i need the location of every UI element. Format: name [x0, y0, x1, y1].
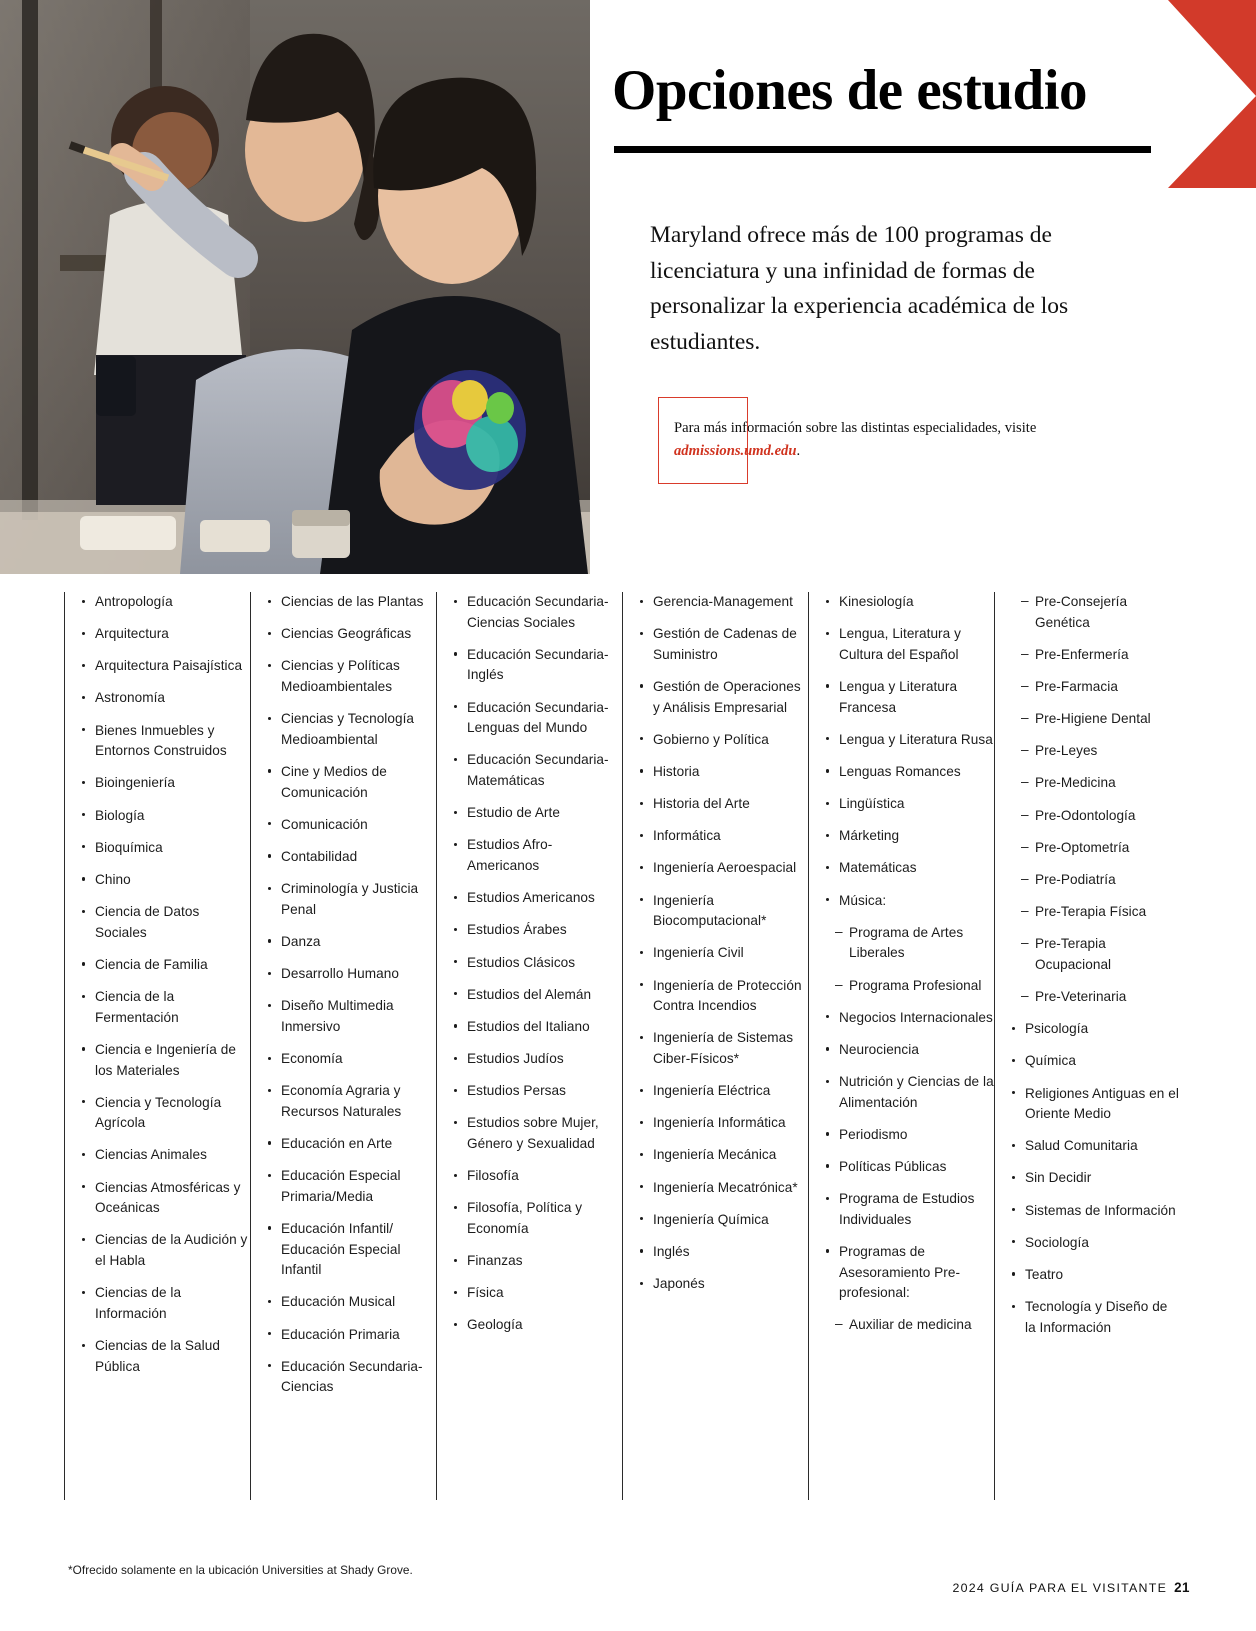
program-list: [267, 592, 436, 1398]
lead-paragraph: Maryland ofrece más de 100 programas de licenciatura y una infinidad de formas de personalizar la experiencia académica de los estudiantes.: [650, 222, 1069, 356]
footnote: *Ofrecido solamente en la ubicación Universities at Shady Grove.: [68, 1563, 413, 1577]
program-item: Historia: [639, 762, 808, 783]
program-item: Comunicación: [267, 815, 436, 836]
program-column-2: [250, 592, 436, 1500]
program-item: Ingeniería Biocomputacional*: [639, 891, 808, 932]
program-item: Ciencia de Familia: [81, 955, 250, 976]
program-item: Criminología y Justicia Penal: [267, 879, 436, 920]
program-item: Estudios Judíos: [453, 1049, 622, 1070]
program-item: Ciencia y Tecnología Agrícola: [81, 1093, 250, 1134]
program-item: Informática: [639, 826, 808, 847]
program-item: Ingeniería de Sistemas Ciber-Físicos*: [639, 1028, 808, 1069]
program-item: Ingeniería Eléctrica: [639, 1081, 808, 1102]
program-item: Bioquímica: [81, 838, 250, 859]
program-item: Teatro: [1011, 1265, 1180, 1286]
program-column-4: [622, 592, 808, 1500]
program-item: Inglés: [639, 1242, 808, 1263]
program-item: Arquitectura: [81, 624, 250, 645]
program-item: Programa de Estudios Individuales: [825, 1189, 994, 1230]
program-sub-item: – Pre-Consejería Genética: [1011, 592, 1180, 633]
program-item: Antropología: [81, 592, 250, 613]
program-item: Periodismo: [825, 1125, 994, 1146]
program-item: Ciencias y Políticas Medioambientales: [267, 656, 436, 697]
program-column-5: [808, 592, 994, 1500]
program-item: Historia del Arte: [639, 794, 808, 815]
program-item: Programas de Asesoramiento Pre-profesional:: [825, 1242, 994, 1304]
program-item: Bioingeniería: [81, 773, 250, 794]
red-chevron-accent-icon: [1096, 0, 1256, 188]
program-item: Arquitectura Paisajística: [81, 656, 250, 677]
program-item: Lengua, Literatura y Cultura del Español: [825, 624, 994, 665]
program-item: Lengua y Literatura Francesa: [825, 677, 994, 718]
program-item: Márketing: [825, 826, 994, 847]
program-item: Gobierno y Política: [639, 730, 808, 751]
program-item: Educación Secundaria- Matemáticas: [453, 750, 622, 791]
program-list: [453, 592, 622, 1336]
program-item: Ciencia e Ingeniería de los Materiales: [81, 1040, 250, 1081]
page-number: 21: [1174, 1580, 1190, 1595]
program-item: Educación Secundaria-Ciencias: [267, 1357, 436, 1398]
admissions-callout: [650, 390, 1170, 500]
program-list: [825, 592, 994, 1336]
program-sub-item: – Auxiliar de medicina: [825, 1315, 994, 1336]
program-item: Políticas Públicas: [825, 1157, 994, 1178]
program-item: Neurociencia: [825, 1040, 994, 1061]
callout-text: [674, 417, 1094, 463]
program-item: Matemáticas: [825, 858, 994, 879]
program-item: Sistemas de Información: [1011, 1201, 1180, 1222]
program-item: Ciencias de la Información: [81, 1283, 250, 1324]
program-item: Estudios Afro-Americanos: [453, 835, 622, 876]
program-item: Filosofía: [453, 1166, 622, 1187]
program-item: Educación Secundaria- Ciencias Sociales: [453, 592, 622, 633]
program-item: Lenguas Romances: [825, 762, 994, 783]
callout-text-before: Para más información sobre las distintas especialidades, visite: [674, 420, 1037, 436]
program-column-3: [436, 592, 622, 1500]
program-item: Negocios Internacionales: [825, 1008, 994, 1029]
program-list: [639, 592, 808, 1295]
program-item: Lengua y Literatura Rusa: [825, 730, 994, 751]
program-item: Geología: [453, 1315, 622, 1336]
program-item: Educación Infantil/ Educación Especial Infantil: [267, 1219, 436, 1281]
program-item: Ciencia de la Fermentación: [81, 987, 250, 1028]
program-sub-item: – Pre-Medicina: [1011, 773, 1180, 794]
program-item: Biología: [81, 806, 250, 827]
program-item: Gestión de Operaciones y Análisis Empresarial: [639, 677, 808, 718]
page-header-section: [0, 0, 1256, 574]
program-item: Ciencias Atmosféricas y Oceánicas: [81, 1178, 250, 1219]
program-sub-item: – Pre-Higiene Dental: [1011, 709, 1180, 730]
program-item: Educación Musical: [267, 1292, 436, 1313]
program-item: Ciencias Geográficas: [267, 624, 436, 645]
program-item: Educación en Arte: [267, 1134, 436, 1155]
admissions-url-link[interactable]: admissions.umd.edu: [674, 443, 797, 460]
program-item: Bienes Inmuebles y Entornos Construidos: [81, 721, 250, 762]
program-sub-item: – Programa Profesional: [825, 976, 994, 997]
program-item: Física: [453, 1283, 622, 1304]
program-item: Economía Agraria y Recursos Naturales: [267, 1081, 436, 1122]
program-sub-item: – Pre-Terapia Física: [1011, 902, 1180, 923]
program-item: Sociología: [1011, 1233, 1180, 1254]
program-item: Religiones Antiguas en el Oriente Medio: [1011, 1084, 1180, 1125]
page-title: Opciones de estudio: [612, 59, 1088, 122]
program-item: Psicología: [1011, 1019, 1180, 1040]
program-item: Educación Secundaria- Lenguas del Mundo: [453, 698, 622, 739]
program-item: Astronomía: [81, 688, 250, 709]
footer-label: 2024 GUÍA PARA EL VISITANTE: [952, 1581, 1168, 1595]
program-item: Química: [1011, 1051, 1180, 1072]
program-item: Estudios Persas: [453, 1081, 622, 1102]
program-item: Chino: [81, 870, 250, 891]
program-list: [1011, 592, 1180, 1338]
program-item: Estudios del Italiano: [453, 1017, 622, 1038]
page-footer: [952, 1580, 1190, 1595]
program-item: Gestión de Cadenas de Suministro: [639, 624, 808, 665]
program-item: Estudios Clásicos: [453, 953, 622, 974]
program-item: Japonés: [639, 1274, 808, 1295]
program-list-grid: [0, 592, 1256, 1500]
program-item: Salud Comunitaria: [1011, 1136, 1180, 1157]
program-item: Lingüística: [825, 794, 994, 815]
program-item: Ciencias y Tecnología Medioambiental: [267, 709, 436, 750]
program-sub-item: – Pre-Veterinaria: [1011, 987, 1180, 1008]
callout-text-after: .: [796, 443, 801, 460]
program-item: Ingeniería Química: [639, 1210, 808, 1231]
program-item: Educación Primaria: [267, 1325, 436, 1346]
program-item: Estudio de Arte: [453, 803, 622, 824]
program-item: Ciencia de Datos Sociales: [81, 902, 250, 943]
program-column-1: [64, 592, 250, 1500]
program-item: Educación Secundaria-Inglés: [453, 645, 622, 686]
program-item: Estudios del Alemán: [453, 985, 622, 1006]
program-sub-item: – Pre-Farmacia: [1011, 677, 1180, 698]
program-sub-item: – Programa de Artes Liberales: [825, 923, 994, 964]
program-item: Estudios Americanos: [453, 888, 622, 909]
program-sub-item: – Pre-Odontología: [1011, 806, 1180, 827]
program-item: Gerencia-Management: [639, 592, 808, 613]
art-class-photo: [0, 0, 590, 574]
program-item: Kinesiología: [825, 592, 994, 613]
program-sub-item: – Pre-Terapia Ocupacional: [1011, 934, 1180, 975]
program-item: Ciencias de la Salud Pública: [81, 1336, 250, 1377]
program-item: Ciencias de las Plantas: [267, 592, 436, 613]
program-item: Danza: [267, 932, 436, 953]
program-item: Ciencias Animales: [81, 1145, 250, 1166]
program-item: Ingeniería Mecatrónica*: [639, 1178, 808, 1199]
program-item: Sin Decidir: [1011, 1168, 1180, 1189]
program-item: Finanzas: [453, 1251, 622, 1272]
program-item: Contabilidad: [267, 847, 436, 868]
program-item: Ingeniería Mecánica: [639, 1145, 808, 1166]
program-item: Educación Especial Primaria/Media: [267, 1166, 436, 1207]
title-underline-rule: [614, 146, 1151, 153]
program-sub-item: – Pre-Leyes: [1011, 741, 1180, 762]
program-item: Ingeniería de Protección Contra Incendios: [639, 976, 808, 1017]
program-item: Ingeniería Informática: [639, 1113, 808, 1134]
program-item: Estudios Árabes: [453, 920, 622, 941]
program-item: Música:: [825, 891, 994, 912]
program-item: Economía: [267, 1049, 436, 1070]
program-item: Estudios sobre Mujer, Género y Sexualidad: [453, 1113, 622, 1154]
program-item: Tecnología y Diseño de la Información: [1011, 1297, 1180, 1338]
program-item: Desarrollo Humano: [267, 964, 436, 985]
program-column-6: [994, 592, 1180, 1500]
program-item: Ingeniería Aeroespacial: [639, 858, 808, 879]
program-sub-item: – Pre-Enfermería: [1011, 645, 1180, 666]
program-item: Diseño Multimedia Inmersivo: [267, 996, 436, 1037]
program-sub-item: – Pre-Optometría: [1011, 838, 1180, 859]
program-sub-item: – Pre-Podiatría: [1011, 870, 1180, 891]
program-list: [81, 592, 250, 1377]
program-item: Ingeniería Civil: [639, 943, 808, 964]
program-item: Cine y Medios de Comunicación: [267, 762, 436, 803]
program-item: Nutrición y Ciencias de la Alimentación: [825, 1072, 994, 1113]
program-item: Filosofía, Política y Economía: [453, 1198, 622, 1239]
program-item: Ciencias de la Audición y el Habla: [81, 1230, 250, 1271]
